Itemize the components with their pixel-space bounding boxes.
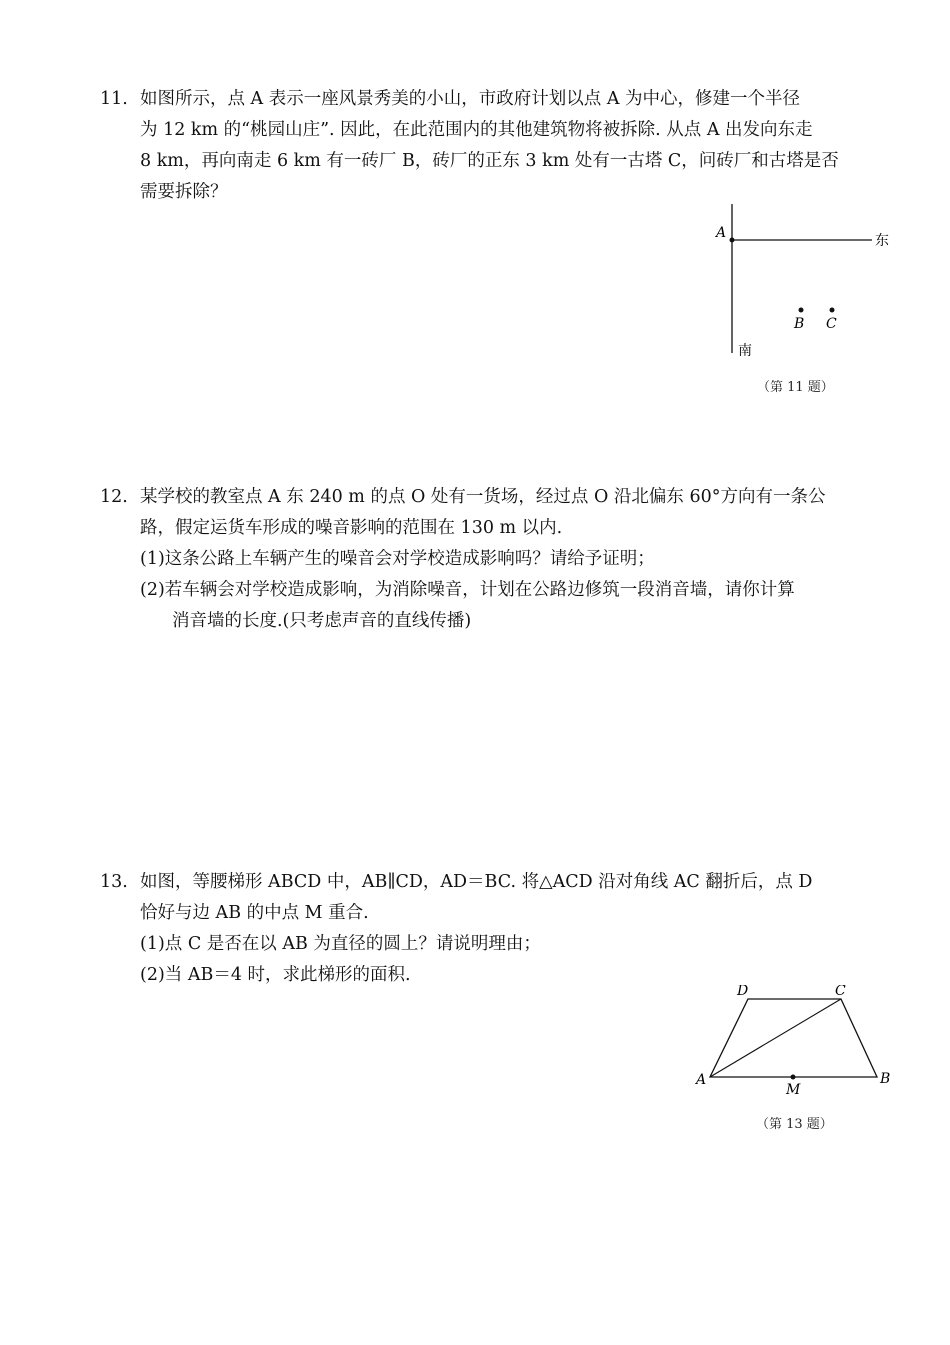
label-a: A [716,225,727,241]
label-m: M [786,1082,801,1095]
trapezoid-abcd [710,999,877,1077]
sub-question-2: (2)若车辆会对学校造成影响，为消除噪音，计划在公路边修筑一段消音墙，请你计算 [140,580,795,600]
point-m [791,1075,796,1080]
sub-question-1: (1)点 C 是否在以 AB 为直径的圆上？请说明理由； [140,934,541,954]
problem-number: 11. [100,89,128,109]
figure-11-diagram [700,200,900,360]
label-south: 南 [738,343,752,359]
problem-number: 12. [100,487,128,507]
label-d: D [737,985,749,999]
sub-question-1: (1)这条公路上车辆产生的噪音会对学校造成影响吗？请给予证明； [140,549,655,569]
figure-13-diagram [690,985,900,1095]
sub-question-2: (2)当 AB＝4 时，求此梯形的面积. [140,965,411,985]
point-b [799,308,804,313]
label-a: A [696,1072,707,1088]
problem-text-line: 8 km，再向南走 6 km 有一砖厂 B，砖厂的正东 3 km 处有一古塔 C，问砖厂和古塔是否 [140,151,839,171]
problem-text-line: 某学校的教室点 A 东 240 m 的点 O 处有一货场，经过点 O 沿北偏东 60°方向有一条公 [140,487,826,507]
label-b: B [794,316,805,332]
problem-text-line: 为 12 km 的“桃园山庄”. 因此，在此范围内的其他建筑物将被拆除. 从点 A 出发向东走 [140,120,813,140]
problem-text-line: 如图，等腰梯形 ABCD 中，AB∥CD，AD＝BC. 将△ACD 沿对角线 AC 翻折后，点 D [140,872,813,892]
figure-11-caption: （第 11 题） [757,380,834,395]
problem-12 [100,482,900,637]
problem-text-line: 恰好与边 AB 的中点 M 重合. [140,903,369,923]
point-a [730,238,735,243]
point-c [830,308,835,313]
sub-question-2-continued: 消音墙的长度.(只考虑声音的直线传播) [172,611,472,631]
figure-13-caption: （第 13 题） [756,1117,833,1132]
label-east: 东 [875,233,889,249]
problem-number: 13. [100,872,128,892]
label-c: C [835,985,846,999]
problem-text-line: 路，假定运货车形成的噪音影响的范围在 130 m 以内. [140,518,563,538]
label-b: B [880,1071,891,1087]
problem-13 [100,867,900,991]
problem-text-line: 如图所示，点 A 表示一座风景秀美的小山，市政府计划以点 A 为中心，修建一个半径 [140,89,801,109]
label-c: C [826,316,837,332]
problem-text-line: 需要拆除？ [140,182,228,202]
problem-11 [100,84,900,208]
